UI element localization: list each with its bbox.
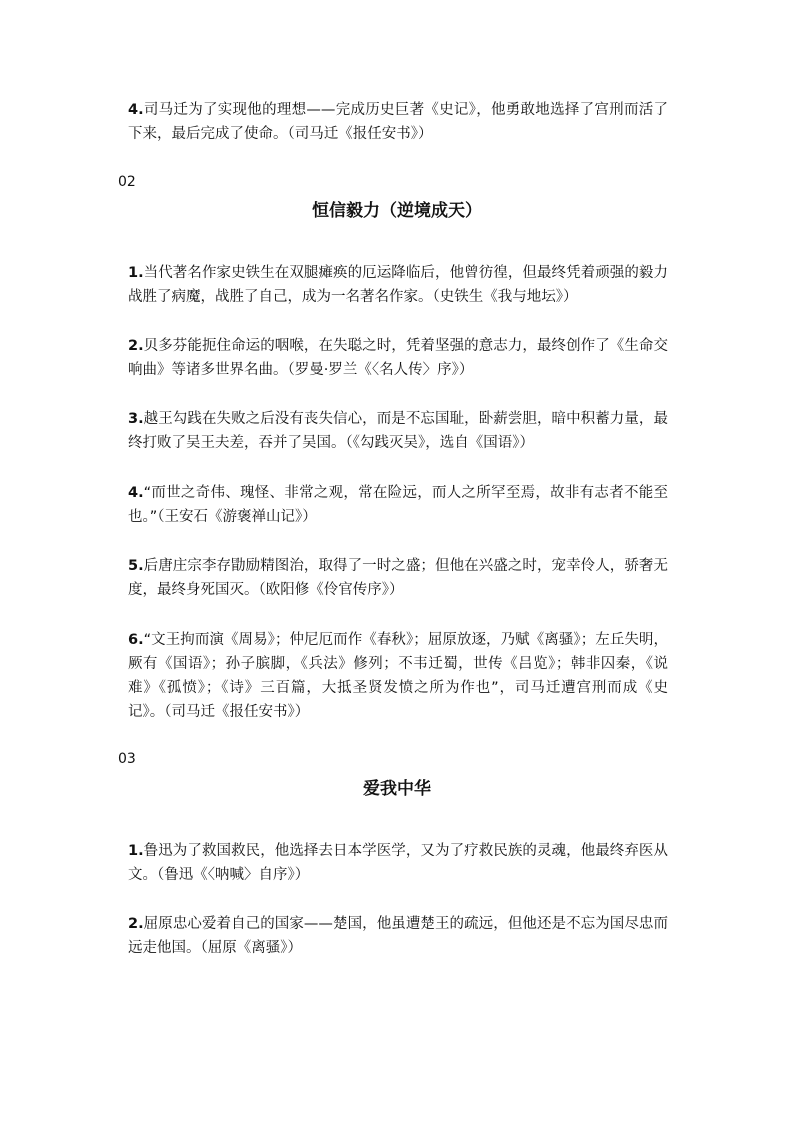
section-number-02: 02 bbox=[118, 174, 136, 190]
item-number: 1. bbox=[128, 843, 144, 859]
item-number: 5. bbox=[128, 558, 144, 574]
item-number: 2. bbox=[128, 916, 144, 932]
section-heading-perseverance: 恒信毅力（逆境成天） bbox=[312, 201, 482, 221]
item-text: 鲁迅为了救国救民，他选择去日本学医学，又为了疗救民族的灵魂，他最终弃医从文。（鲁迅《〈呐喊〉自序》） bbox=[128, 843, 668, 883]
paragraph-s1-item-4 bbox=[128, 98, 668, 146]
paragraph-s2-item-2 bbox=[128, 334, 668, 382]
paragraph-s3-item-1 bbox=[128, 839, 668, 887]
paragraph-s3-item-2 bbox=[128, 912, 668, 960]
item-text: 贝多芬能扼住命运的咽喉，在失聪之时，凭着坚强的意志力，最终创作了《生命交响曲》等诸多世界名曲。（罗曼·罗兰《〈名人传〉序》） bbox=[128, 338, 668, 378]
paragraph-s2-item-3 bbox=[128, 407, 668, 455]
item-text: 司马迁为了实现他的理想——完成历史巨著《史记》，他勇敢地选择了宫刑而活了下来，最后完成了使命。（司马迁《报任安书》） bbox=[128, 102, 668, 142]
paragraph-s2-item-4 bbox=[128, 481, 668, 529]
item-text: “而世之奇伟、瑰怪、非常之观，常在险远，而人之所罕至焉，故非有志者不能至也。”（王安石《游褒禅山记》） bbox=[128, 485, 668, 525]
item-number: 6. bbox=[128, 632, 144, 648]
paragraph-s2-item-5 bbox=[128, 554, 668, 602]
paragraph-s2-item-6 bbox=[128, 628, 668, 724]
item-text: 屈原忠心爱着自己的国家——楚国，他虽遭楚王的疏远，但他还是不忘为国尽忠而远走他国。（屈原《离骚》） bbox=[128, 916, 668, 956]
item-number: 1. bbox=[128, 265, 144, 281]
item-number: 2. bbox=[128, 338, 144, 354]
item-text: 后唐庄宗李存勖励精图治，取得了一时之盛；但他在兴盛之时，宠幸伶人，骄奢无度，最终身死国灭。（欧阳修《伶官传序》） bbox=[128, 558, 668, 598]
section-heading-love-china: 爱我中华 bbox=[363, 779, 431, 799]
item-number: 4. bbox=[128, 102, 144, 118]
item-text: 越王勾践在失败之后没有丧失信心，而是不忘国耻，卧薪尝胆，暗中积蓄力量，最终打败了吴王夫差，吞并了吴国。（《勾践灭吴》，选自《国语》） bbox=[128, 411, 668, 451]
paragraph-s2-item-1 bbox=[128, 261, 668, 309]
item-number: 3. bbox=[128, 411, 144, 427]
item-number: 4. bbox=[128, 485, 144, 501]
item-text: 当代著名作家史铁生在双腿瘫痪的厄运降临后，他曾彷徨，但最终凭着顽强的毅力战胜了病魔，战胜了自己，成为一名著名作家。（史铁生《我与地坛》） bbox=[128, 265, 668, 305]
section-number-03: 03 bbox=[118, 751, 136, 767]
item-text: “文王拘而演《周易》；仲尼厄而作《春秋》；屈原放逐，乃赋《离骚》；左丘失明，厥有《国语》；孙子膑脚，《兵法》修列；不韦迁蜀，世传《吕览》；韩非囚秦，《说难》《孤愤》；《诗》三百篇，大抵圣贤发愤之所为作也”，司马迁遭宫刑而成《史记》。（司马迁《报任安书》） bbox=[128, 632, 668, 720]
